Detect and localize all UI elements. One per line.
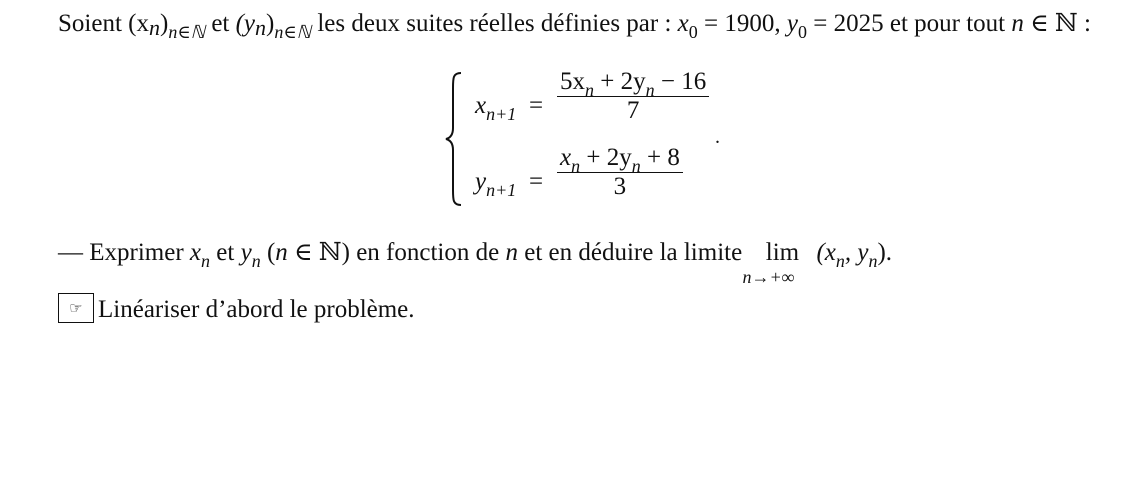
denominator-y: 3 — [613, 173, 627, 200]
initial-x0: $x_0 = 1900$, — [677, 10, 781, 42]
text-et: et — [216, 239, 235, 266]
limit-subscript: n→+∞ — [742, 267, 795, 287]
set-naturals: ∈ ℕ : — [1030, 10, 1091, 37]
problem-statement-line — [58, 8, 1091, 42]
text-et: et — [211, 10, 230, 37]
recurrence-system — [445, 68, 745, 208]
limit-operator: lim n→+∞ — [742, 239, 800, 287]
text-soient: Soient — [58, 10, 122, 37]
pointing-hand-icon: ☞ — [58, 293, 94, 323]
initial-y0: $y_0 = 2025$ et pour tout — [786, 10, 1006, 42]
numerator-y: $x_n + 2y_n + 8$ — [560, 144, 680, 176]
sequence-x: $(xn)_{n\in ℕ}$ — [128, 10, 206, 42]
fraction-x — [557, 68, 709, 125]
text-definition: les deux suites réelles définies par : — [317, 10, 672, 37]
hint-line — [58, 296, 415, 326]
left-brace — [445, 72, 463, 206]
domain-n: (n ∈ ℕ) — [266, 239, 350, 266]
sequence-y: $(yn)_{n\in ℕ}$ — [235, 10, 312, 42]
limit-pair: ($x_n$, $y_n$). — [816, 239, 893, 271]
text-en-fonction: en fonction de — [356, 239, 500, 266]
hint-text: Linéariser d’abord le problème. — [98, 296, 415, 323]
equals-sign: = — [529, 92, 544, 119]
denominator-x: 7 — [626, 97, 640, 124]
question-line — [58, 237, 893, 287]
lhs-y: $y_{n+1}$ — [475, 168, 517, 200]
var-n: n — [505, 239, 518, 266]
fraction-y — [557, 144, 683, 201]
text-limite: et en déduire la limite — [524, 239, 743, 266]
var-xn: $x_n$ — [189, 239, 211, 271]
text-exprimer: — Exprimer — [58, 239, 184, 266]
var-yn: $y_n$ — [240, 239, 261, 271]
equals-sign: = — [529, 168, 544, 195]
period-dot: . — [715, 126, 720, 148]
numerator-x: $5x_n + 2y_n - 16$ — [560, 68, 707, 100]
var-n: n — [1011, 10, 1024, 37]
lhs-x: $x_{n+1}$ — [475, 92, 517, 124]
